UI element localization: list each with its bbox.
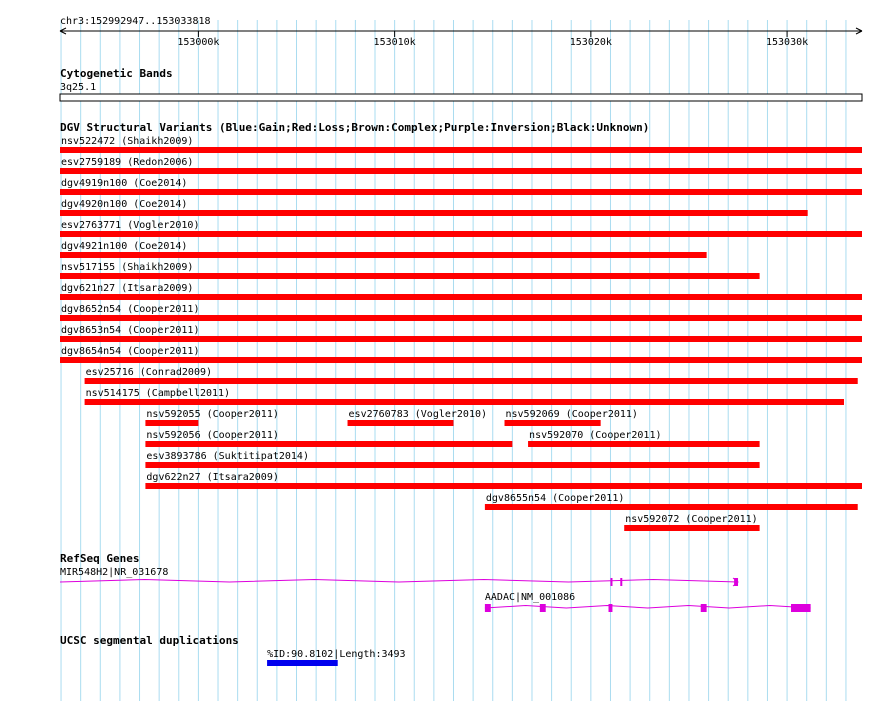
gene-exon[interactable] — [540, 604, 546, 612]
dgv-feature-bar[interactable] — [624, 525, 759, 531]
dgv-feature-bar[interactable] — [85, 399, 844, 405]
dgv-feature-label[interactable]: nsv592072 (Cooper2011) — [625, 514, 758, 525]
dgv-track-title[interactable]: DGV Structural Variants (Blue:Gain;Red:Loss;Brown:Complex;Purple:Inversion;Black:Unknown) — [60, 121, 650, 134]
dgv-feature-label[interactable]: nsv514175 (Campbell2011) — [85, 388, 231, 399]
dgv-feature-label[interactable]: nsv592070 (Cooper2011) — [529, 430, 662, 441]
dgv-feature-bar[interactable] — [60, 189, 862, 195]
dgv-feature-label[interactable]: dgv4921n100 (Coe2014) — [61, 241, 188, 252]
dgv-feature-label[interactable]: dgv8654n54 (Cooper2011) — [61, 346, 200, 357]
dgv-feature-bar[interactable] — [60, 357, 862, 363]
dgv-feature-label[interactable]: nsv592055 (Cooper2011) — [146, 409, 279, 420]
gene-exon[interactable] — [609, 604, 613, 612]
dgv-feature-label[interactable]: dgv8655n54 (Cooper2011) — [485, 493, 625, 504]
gene-exon[interactable] — [791, 604, 811, 612]
dgv-feature-bar[interactable] — [485, 504, 858, 510]
dgv-feature-bar[interactable] — [60, 315, 862, 321]
gene-exon[interactable] — [701, 604, 707, 612]
cytoband-track — [60, 67, 862, 101]
dgv-feature-bar[interactable] — [145, 441, 512, 447]
dgv-feature-bar[interactable] — [60, 294, 862, 300]
ruler-tick-label: 153020k — [569, 37, 612, 48]
region-label: chr3:152992947..153033818 — [60, 16, 211, 27]
dgv-track — [60, 121, 862, 531]
dgv-feature-bar[interactable] — [60, 147, 862, 153]
dgv-feature-bar[interactable] — [60, 168, 862, 174]
dgv-feature-label[interactable]: nsv592056 (Cooper2011) — [146, 430, 279, 441]
dgv-feature-label[interactable]: esv25716 (Conrad2009) — [85, 367, 213, 378]
dgv-feature-bar[interactable] — [145, 462, 759, 468]
dgv-feature-bar[interactable] — [505, 420, 601, 426]
dgv-feature-label[interactable]: dgv4920n100 (Coe2014) — [61, 199, 188, 210]
dgv-feature-label[interactable]: dgv8653n54 (Cooper2011) — [61, 325, 200, 336]
segdup-feature-bar[interactable] — [267, 660, 338, 666]
dgv-feature-bar[interactable] — [348, 420, 454, 426]
segdup-feature-label[interactable]: %ID:90.8102|Length:3493 — [267, 649, 406, 660]
ruler-tick-label: 153010k — [373, 37, 416, 48]
dgv-feature-bar[interactable] — [60, 210, 808, 216]
refseq-track-title[interactable]: RefSeq Genes — [60, 552, 140, 565]
segdup-track — [60, 634, 406, 666]
dgv-feature-label[interactable]: dgv622n27 (Itsara2009) — [146, 472, 279, 483]
dgv-feature-label[interactable]: dgv621n27 (Itsara2009) — [61, 283, 194, 294]
dgv-feature-bar[interactable] — [60, 336, 862, 342]
segdup-track-title[interactable]: UCSC segmental duplications — [60, 634, 239, 647]
dgv-feature-label[interactable]: nsv522472 (Shaikh2009) — [61, 136, 194, 147]
dgv-feature-label[interactable]: esv2763771 (Vogler2010) — [61, 220, 200, 231]
dgv-feature-label[interactable]: esv2759189 (Redon2006) — [61, 157, 194, 168]
dgv-feature-bar[interactable] — [60, 252, 707, 258]
cytoband-track-title[interactable]: Cytogenetic Bands — [60, 67, 173, 80]
dgv-feature-bar[interactable] — [145, 483, 862, 489]
gene-exon[interactable] — [485, 604, 491, 612]
dgv-feature-bar[interactable] — [60, 231, 862, 237]
refseq-track — [60, 552, 811, 612]
dgv-feature-label[interactable]: nsv592069 (Cooper2011) — [505, 409, 638, 420]
ruler-tick-label: 153030k — [766, 37, 809, 48]
dgv-feature-label[interactable]: dgv4919n100 (Coe2014) — [61, 178, 188, 189]
dgv-feature-bar[interactable] — [145, 420, 198, 426]
gene-label[interactable]: AADAC|NM_001086 — [484, 592, 576, 603]
dgv-features — [60, 136, 862, 531]
ruler-tick-label: 153000k — [177, 37, 220, 48]
gene-exon[interactable] — [610, 578, 612, 586]
cytoband-label: 3q25.1 — [60, 82, 97, 93]
dgv-feature-label[interactable]: esv2760783 (Vogler2010) — [348, 409, 488, 420]
ruler-track — [60, 16, 862, 48]
dgv-feature-bar[interactable] — [85, 378, 858, 384]
dgv-feature-label[interactable]: nsv517155 (Shaikh2009) — [61, 262, 194, 273]
dgv-feature-bar[interactable] — [528, 441, 760, 447]
gene-exon[interactable] — [620, 578, 622, 586]
refseq-features — [60, 567, 811, 612]
gene-intron-line[interactable] — [60, 580, 738, 583]
dgv-feature-bar[interactable] — [60, 273, 760, 279]
gene-label[interactable]: MIR548H2|NR_031678 — [60, 567, 169, 578]
gene-intron-line[interactable] — [485, 606, 811, 609]
cytoband-bar — [60, 94, 862, 101]
dgv-feature-label[interactable]: dgv8652n54 (Cooper2011) — [61, 304, 200, 315]
dgv-feature-label[interactable]: esv3893786 (Suktitipat2014) — [146, 451, 309, 462]
segdup-features — [267, 649, 405, 666]
